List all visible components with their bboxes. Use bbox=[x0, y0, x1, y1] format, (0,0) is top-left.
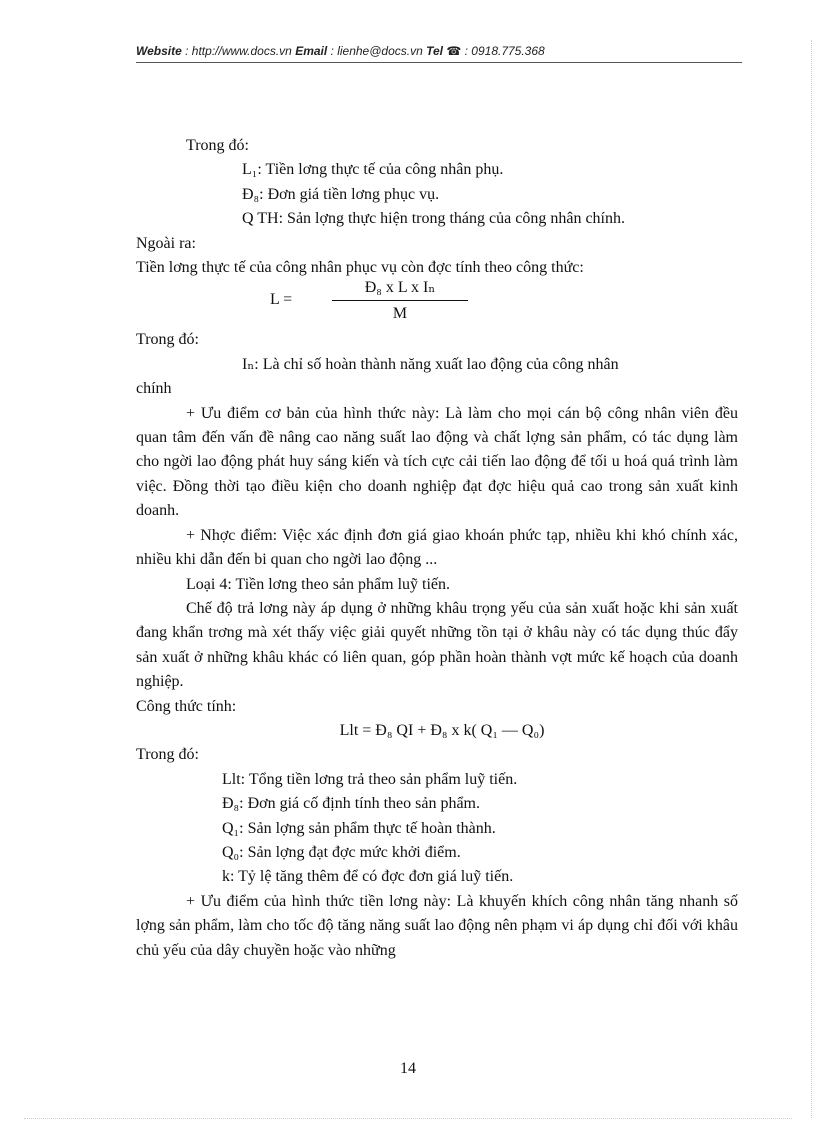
page-bottom-border bbox=[24, 1118, 792, 1119]
text-line: Q TH: Sản lợng thực hiện trong tháng của công nhân chính. bbox=[242, 210, 625, 228]
website-value[interactable]: : http://www.docs.vn bbox=[181, 44, 296, 58]
text-line: Tiền lơng thực tế của công nhân phục vụ còn đợc tính theo công thức: bbox=[136, 259, 584, 277]
text-line: chính bbox=[136, 380, 172, 398]
page-number: 14 bbox=[400, 1060, 416, 1077]
text-line: k: Tỷ lệ tăng thêm để có đợc đơn giá luỹ tiến. bbox=[222, 868, 514, 886]
text-line: L₁: Tiền lơng thực tế của công nhân phụ. bbox=[242, 161, 504, 179]
email-value[interactable]: : lienhe@docs.vn bbox=[327, 44, 427, 58]
text-line: Đ₈: Đơn giá cố định tính theo sản phẩm. bbox=[222, 795, 480, 813]
text-line: Q₀: Sản lợng đạt đợc mức khởi điểm. bbox=[222, 843, 461, 861]
formula-denominator: M bbox=[392, 305, 408, 323]
page-body bbox=[136, 134, 738, 963]
paragraph: + Nhợc điểm: Việc xác định đơn giá giao khoán phức tạp, nhiều khi khó chính xác, nhiều khi dẫn đến bi quan cho ngời lao động ... bbox=[136, 526, 738, 569]
text-line: Llt: Tổng tiền lơng trả theo sản phẩm luỹ tiến. bbox=[222, 770, 518, 788]
paragraph: + Ưu điểm của hình thức tiền lơng này: Là khuyến khích công nhân tăng nhanh số lợng sản phẩm, làm cho tốc độ tăng năng suất lao động nên phạm vi áp dụng chỉ đối với khâu chủ yếu của dây chuyền hoặc vào những bbox=[136, 892, 738, 959]
page-header bbox=[136, 44, 740, 58]
fraction-bar bbox=[332, 300, 468, 301]
text-line: Loại 4: Tiền lơng theo sản phẩm luỹ tiến. bbox=[186, 575, 450, 593]
text-line: Trong đó: bbox=[186, 137, 249, 154]
header-divider bbox=[136, 62, 742, 63]
tel-value: ☎ : 0918.775.368 bbox=[443, 44, 545, 58]
text-line: Đ₈: Đơn giá tiền lơng phục vụ. bbox=[242, 185, 440, 203]
formula-service-wage bbox=[136, 280, 738, 328]
formula-numerator: Đ₈ x L x Iₙ bbox=[364, 279, 436, 297]
page-right-border bbox=[811, 40, 812, 1118]
text-line: Ngoài ra: bbox=[136, 234, 196, 252]
text-line: Q₁: Sản lợng sản phẩm thực tế hoàn thành. bbox=[222, 819, 496, 837]
paragraph: + Ưu điểm cơ bản của hình thức này: Là làm cho mọi cán bộ công nhân viên đều quan tâm đến vấn đề nâng cao năng suất lao động và chất lợng sản phẩm, có tác dụng làm cho ngời lao động phát huy sáng kiến và tích cực cải tiến lao động để tối u hoá quá trình làm việc. Đồng thời tạo điều kiện cho doanh nghiệp đạt đợc hiệu quả cao trong sản xuất kinh doanh. bbox=[136, 404, 738, 520]
text-line: Công thức tính: bbox=[136, 697, 237, 715]
paragraph: Chế độ trả lơng này áp dụng ở những khâu trọng yếu của sản xuất hoặc khi sản xuất đang khẩn trơng mà xét thấy việc giải quyết những tồn tại ở khâu này có tác dụng thúc đẩy sản xuất ở những khâu khác có liên quan, góp phần hoàn thành vợt mức kế hoạch của doanh nghiệp. bbox=[136, 599, 738, 691]
text-line: Trong đó: bbox=[136, 331, 199, 349]
website-label: Website bbox=[136, 44, 182, 58]
text-line: Trong đó: bbox=[136, 746, 199, 764]
email-label: Email bbox=[295, 44, 328, 58]
text-line: Iₙ: Là chỉ số hoàn thành năng xuất lao động của công nhân bbox=[242, 355, 619, 373]
formula-progressive-wage: Llt = Đ₈ QI + Đ₈ x k( Q₁ — Q₀) bbox=[339, 721, 545, 739]
tel-label: Tel bbox=[426, 44, 444, 58]
formula-lhs: L = bbox=[270, 291, 293, 309]
